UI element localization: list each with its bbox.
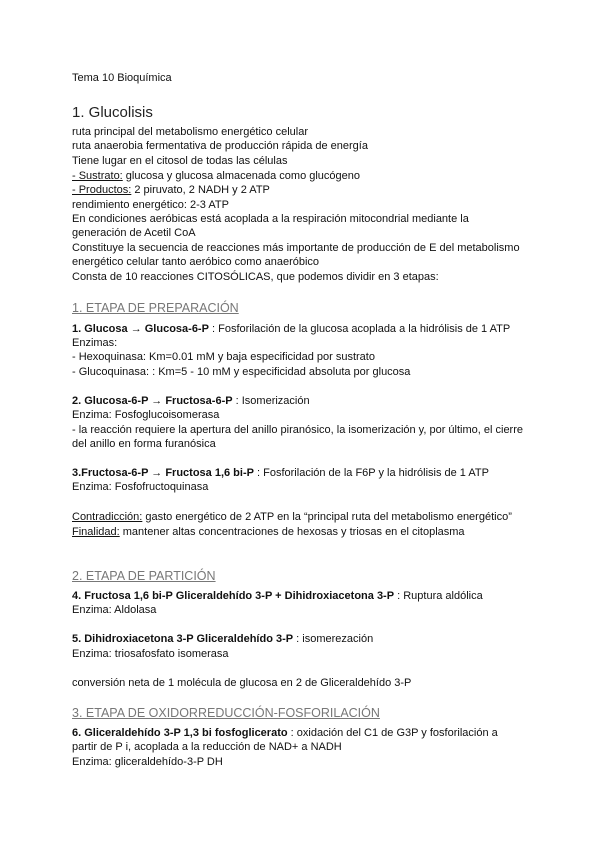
reaction-5-enzyme: Enzima: triosafosfato isomerasa [72,648,229,660]
productos-line [72,184,270,197]
reaction-6-line [72,727,498,740]
reaction-5-equation: 5. Dihidroxiacetona 3-P Gliceraldehído 3-P [72,633,294,645]
reaction-2-desc: : Isomerización [232,395,310,407]
reaction-1-glucoquinasa: - Glucoquinasa: : Km=5 - 10 mM y especificidad absoluta por glucosa [72,366,411,378]
intro-line-3: Tiene lugar en el citosol de todas las células [72,155,288,167]
reaction-1-equation: 1. Glucosa → Glucosa-6-P [72,323,209,335]
intro-line-6: rendimiento energético: 2-3 ATP [72,199,229,211]
contradiccion-label: Contradicción: [72,511,143,523]
intro-line-8: generación de Acetil CoA [72,227,196,239]
reaction-5-desc: : isomerezación [293,633,374,645]
finalidad-line [72,526,465,539]
reaction-3-enzyme: Enzima: Fosfofructoquinasa [72,481,209,493]
intro-line-11: Consta de 10 reacciones CITOSÓLICAS, que podemos dividir en 3 etapas: [72,271,439,283]
reaction-2-line [72,395,310,408]
reaction-6-enzyme: Enzima: gliceraldehído-3-P DH [72,756,223,768]
intro-line-9: Constituye la secuencia de reacciones más importante de producción de E del metabolismo [72,242,520,254]
intro-line-2: ruta anaerobia fermentativa de producción rápida de energía [72,140,368,152]
reaction-3-equation: 3.Fructosa-6-P → Fructosa 1,6 bi-P [72,467,254,479]
intro-line-1: ruta principal del metabolismo energético celular [72,126,309,138]
reaction-2-note-2: del anillo en forma furanósica [72,438,216,450]
productos-text: 2 piruvato, 2 NADH y 2 ATP [131,184,270,196]
finalidad-label: Finalidad: [72,526,120,538]
intro-line-10: energético celular tanto aeróbico como anaeróbico [72,256,320,268]
reaction-2-enzyme: Enzima: Fosfoglucoisomerasa [72,409,220,421]
reaction-2-note-1: - la reacción requiere la apertura del anillo piranósico, la isomerización y, por último, el cierre [72,424,524,436]
reaction-6-equation: 6. Gliceraldehído 3-P 1,3 bi fosfoglicerato [72,727,288,739]
section-3-title: 3. ETAPA DE OXIDORREDUCCIÓN-FOSFORILACIÓN [72,706,380,720]
reaction-3-line [72,467,489,480]
reaction-4-desc: : Ruptura aldólica [394,590,483,602]
reaction-4-equation: 4. Fructosa 1,6 bi-P Gliceraldehído 3-P + Dihidroxiacetona 3-P [72,590,395,602]
sustrato-label: - Sustrato: [72,170,123,182]
contradiccion-text: gasto energético de 2 ATP en la “principal ruta del metabolismo energético” [142,511,512,523]
reaction-6-desc: : oxidación del C1 de G3P y fosforilación a [287,727,498,739]
reaction-6-line-2: partir de P i, acoplada a la reducción de NAD+ a NADH [72,741,342,753]
reaction-1-hexoquinasa: - Hexoquinasa: Km=0.01 mM y baja especificidad por sustrato [72,351,375,363]
reaction-2-equation: 2. Glucosa-6-P → Fructosa-6-P [72,395,233,407]
contradiccion-line [72,511,512,524]
reaction-3-desc: : Fosforilación de la F6P y la hidrólisis de 1 ATP [253,467,489,479]
reaction-4-enzyme: Enzima: Aldolasa [72,604,157,616]
document-label: Tema 10 Bioquímica [72,72,172,84]
sustrato-line [72,170,360,183]
reaction-4-line [72,590,483,603]
sustrato-text: glucosa y glucosa almacenada como glucógeno [122,170,361,182]
reaction-5-line [72,633,373,646]
section-2-title: 2. ETAPA DE PARTICIÓN [72,569,216,583]
finalidad-text: mantener altas concentraciones de hexosas y triosas en el citoplasma [119,526,465,538]
reaction-1-desc: : Fosforilación de la glucosa acoplada a la hidrólisis de 1 ATP [208,323,511,335]
page-title: 1. Glucolisis [72,104,153,121]
conversion-note: conversión neta de 1 molécula de glucosa en 2 de Gliceraldehído 3-P [72,677,412,689]
reaction-1-enzymes: Enzimas: [72,337,118,349]
section-1-title: 1. ETAPA DE PREPARACIÓN [72,301,239,315]
reaction-1-line [72,323,510,336]
productos-label: - Productos: [72,184,132,196]
intro-line-7: En condiciones aeróbicas está acoplada a la respiración mitocondrial mediante la [72,213,469,225]
